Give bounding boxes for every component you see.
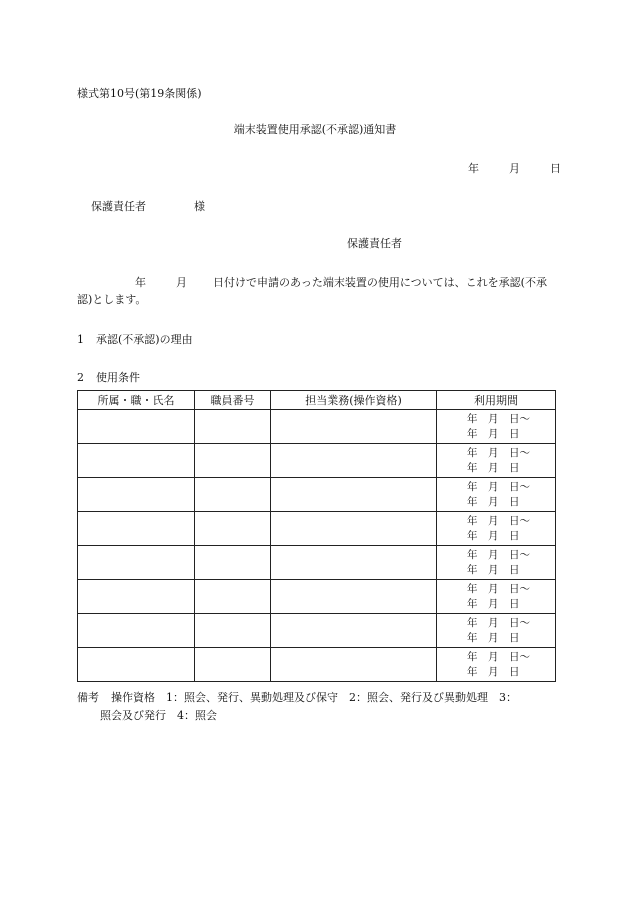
table-row <box>78 410 556 444</box>
cell-period <box>437 546 556 580</box>
period-from: 年 月 日～ <box>467 582 530 595</box>
cell-employee-number[interactable] <box>195 614 271 648</box>
period-from: 年 月 日～ <box>467 514 530 527</box>
table-row <box>78 614 556 648</box>
period-from: 年 月 日～ <box>467 650 530 663</box>
period-to: 年 月 日 <box>467 631 520 644</box>
cell-period <box>437 478 556 512</box>
remarks-label: 備考 <box>77 691 99 704</box>
body-text: 日付けで申請のあった端末装置の使用については、これを承認(不承認)とします。 <box>77 276 547 306</box>
cell-duties[interactable] <box>271 648 437 682</box>
table-header-row <box>78 391 556 410</box>
remarks-line1: 操作資格 1：照会、発行、異動処理及び保守 2：照会、発行及び異動処理 3： <box>111 691 517 704</box>
cell-affiliation[interactable] <box>78 580 195 614</box>
cell-duties[interactable] <box>271 614 437 648</box>
cell-period <box>437 648 556 682</box>
cell-period <box>437 512 556 546</box>
cell-employee-number[interactable] <box>195 478 271 512</box>
period-from: 年 月 日～ <box>467 412 530 425</box>
cell-affiliation[interactable] <box>78 614 195 648</box>
cell-employee-number[interactable] <box>195 410 271 444</box>
cell-duties[interactable] <box>271 546 437 580</box>
cell-affiliation[interactable] <box>78 512 195 546</box>
cell-affiliation[interactable] <box>78 410 195 444</box>
addressee-honorific: 様 <box>194 200 205 213</box>
cell-employee-number[interactable] <box>195 444 271 478</box>
section-number: 1 <box>77 333 84 346</box>
addressee <box>91 199 205 214</box>
cell-employee-number[interactable] <box>195 580 271 614</box>
table-row <box>78 478 556 512</box>
cell-duties[interactable] <box>271 512 437 546</box>
period-to: 年 月 日 <box>467 495 520 508</box>
cell-duties[interactable] <box>271 580 437 614</box>
table-row <box>78 648 556 682</box>
column-header: 担当業務(操作資格) <box>271 391 437 410</box>
table-row <box>78 580 556 614</box>
period-to: 年 月 日 <box>467 461 520 474</box>
section-label: 承認(不承認)の理由 <box>96 333 193 346</box>
cell-period <box>437 614 556 648</box>
table-row <box>78 444 556 478</box>
cell-affiliation[interactable] <box>78 444 195 478</box>
section-number: 2 <box>77 371 84 384</box>
cell-employee-number[interactable] <box>195 648 271 682</box>
period-to: 年 月 日 <box>467 597 520 610</box>
body-month: 月 <box>176 276 187 289</box>
section-label: 使用条件 <box>96 371 140 384</box>
period-to: 年 月 日 <box>467 563 520 576</box>
period-from: 年 月 日～ <box>467 548 530 561</box>
date-month: 月 <box>509 162 520 175</box>
table-row <box>78 546 556 580</box>
date-day: 日 <box>550 162 561 175</box>
cell-period <box>437 410 556 444</box>
table-row <box>78 512 556 546</box>
column-header: 利用期間 <box>437 391 556 410</box>
column-header: 所属・職・氏名 <box>78 391 195 410</box>
cell-affiliation[interactable] <box>78 648 195 682</box>
cell-affiliation[interactable] <box>78 478 195 512</box>
period-from: 年 月 日～ <box>467 446 530 459</box>
cell-employee-number[interactable] <box>195 512 271 546</box>
section-reason <box>77 332 193 347</box>
body-year: 年 <box>135 276 146 289</box>
date-year: 年 <box>468 162 479 175</box>
period-from: 年 月 日～ <box>467 480 530 493</box>
period-to: 年 月 日 <box>467 427 520 440</box>
section-conditions <box>77 370 140 385</box>
cell-period <box>437 444 556 478</box>
document-title: 端末装置使用承認(不承認)通知書 <box>233 123 397 136</box>
period-from: 年 月 日～ <box>467 616 530 629</box>
period-to: 年 月 日 <box>467 665 520 678</box>
cell-duties[interactable] <box>271 444 437 478</box>
body-paragraph <box>77 274 553 308</box>
remarks-line2: 照会及び発行 4：照会 <box>100 709 217 722</box>
column-header: 職員番号 <box>195 391 271 410</box>
remarks <box>77 689 555 725</box>
cell-employee-number[interactable] <box>195 546 271 580</box>
period-to: 年 月 日 <box>467 529 520 542</box>
addressee-role: 保護責任者 <box>91 200 146 213</box>
cell-duties[interactable] <box>271 478 437 512</box>
date-line <box>468 161 561 176</box>
cell-duties[interactable] <box>271 410 437 444</box>
form-number: 様式第10号(第19条関係) <box>77 87 202 100</box>
cell-affiliation[interactable] <box>78 546 195 580</box>
issuer: 保護責任者 <box>347 237 402 250</box>
cell-period <box>437 580 556 614</box>
usage-conditions-table <box>77 390 556 682</box>
